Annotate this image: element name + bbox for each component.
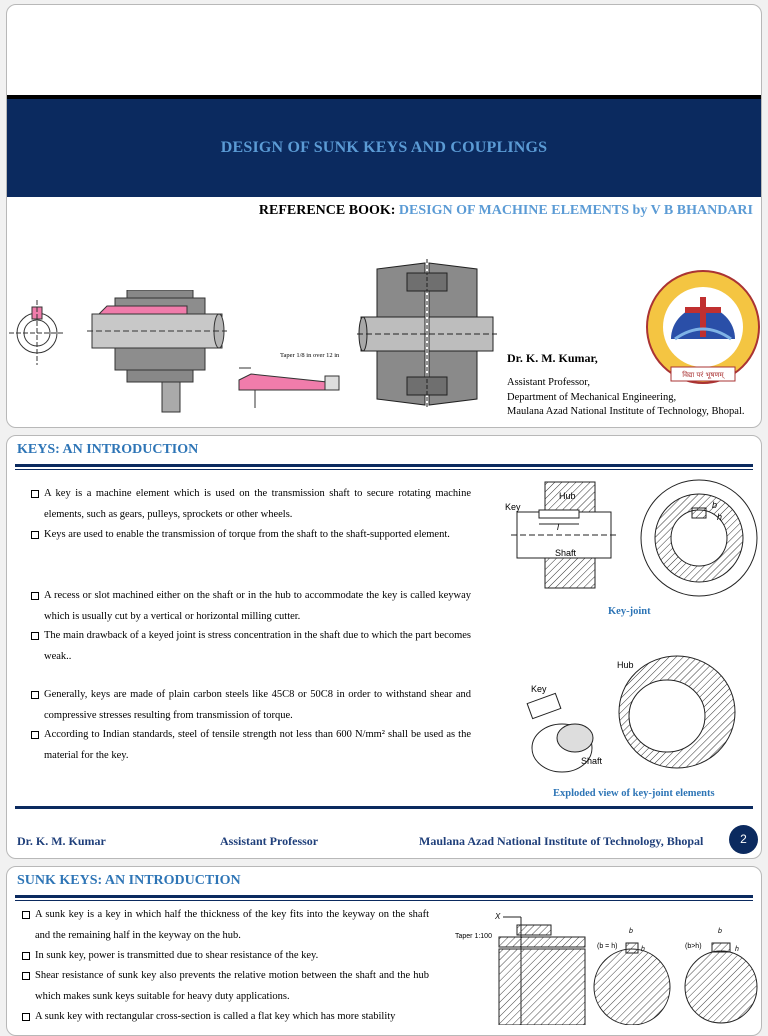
author-name: Dr. K. M. Kumar, xyxy=(507,351,598,365)
bullet-item: A sunk key with rectangular cross-section is called a flat key which has more stability xyxy=(35,1007,429,1028)
author-institute: Maulana Azad National Institute of Technology, Bhopal. xyxy=(507,406,745,417)
author-title: Assistant Professor, xyxy=(507,377,590,388)
taper-key-drawing xyxy=(239,368,339,408)
svg-text:b: b xyxy=(629,928,633,935)
section-heading: SUNK KEYS: AN INTRODUCTION xyxy=(17,873,241,888)
title-band xyxy=(7,95,761,197)
key-joint-caption: Key-joint xyxy=(608,606,651,617)
svg-text:Key: Key xyxy=(505,502,521,512)
svg-text:X: X xyxy=(495,912,501,921)
taper-note: Taper 1/8 in over 12 in xyxy=(280,352,340,359)
svg-text:Taper 1:100: Taper 1:100 xyxy=(455,933,492,940)
page-number: 2 xyxy=(729,825,758,854)
logo-motto: विद्या परं भूषणम् xyxy=(682,371,724,379)
svg-text:h: h xyxy=(641,946,645,953)
svg-text:Shaft: Shaft xyxy=(581,756,603,766)
svg-text:(b = h): (b = h) xyxy=(597,943,618,950)
slide-title: DESIGN OF SUNK KEYS AND COUPLINGS xyxy=(220,139,548,156)
heading-rule-thin xyxy=(15,900,753,901)
bullet-item: According to Indian standards, steel of tensile strength not less than 600 N/mm² shall be used as the material for the key. xyxy=(44,725,471,766)
footer-rule xyxy=(15,806,753,809)
bullet-item: Keys are used to enable the transmission of torque from the shaft to the shaft-supported element. xyxy=(44,525,471,546)
sunk-key-figures xyxy=(441,905,759,1025)
bullet-item: In sunk key, power is transmitted due to shear resistance of the key. xyxy=(35,946,429,967)
svg-text:h: h xyxy=(717,512,723,522)
bullet-item: A key is a machine element which is used on the transmission shaft to secure rotating machine elements, such as gears, pulleys, sprockets or other wheels. xyxy=(44,484,471,525)
exploded-view-caption: Exploded view of key-joint elements xyxy=(553,788,715,799)
svg-text:h: h xyxy=(735,946,739,953)
heading-rule xyxy=(15,464,753,467)
bullet-item: Shear resistance of sunk key also prevents the relative motion between the shaft and the hub which makes sunk keys suitable for heavy duty applications. xyxy=(35,966,429,1007)
sunk-keys-slide xyxy=(6,866,762,1036)
svg-text:b: b xyxy=(718,928,722,935)
svg-text:Hub: Hub xyxy=(559,491,576,501)
footer-institute: Maulana Azad National Institute of Technology, Bhopal xyxy=(419,834,704,848)
exploded-view-figure xyxy=(517,632,747,782)
heading-rule xyxy=(15,895,753,898)
key-joint-figure xyxy=(495,478,759,608)
bullet-item: Generally, keys are made of plain carbon steels like 45C8 or 50C8 in order to withstand shear and compressive stresses resulting from transmission of torque. xyxy=(44,685,471,726)
svg-text:Shaft: Shaft xyxy=(555,548,577,558)
bullet-item: A sunk key is a key in which half the thickness of the key fits into the keyway on the shaft and the remaining half in the keyway on the hub. xyxy=(35,905,429,946)
bullet-item: The main drawback of a keyed joint is stress concentration in the shaft due to which the part becomes weak.. xyxy=(44,626,471,667)
key-drawings xyxy=(7,290,357,420)
svg-text:(b>h): (b>h) xyxy=(685,943,702,950)
section-heading: KEYS: AN INTRODUCTION xyxy=(17,442,199,457)
footer-name: Dr. K. M. Kumar xyxy=(17,834,106,848)
coupling-drawing xyxy=(357,259,497,409)
keys-introduction-slide xyxy=(6,435,762,859)
author-department: Department of Mechanical Engineering, xyxy=(507,392,677,403)
heading-rule-thin xyxy=(15,469,753,470)
shaft-cross-section xyxy=(9,300,65,365)
svg-text:l: l xyxy=(557,522,559,532)
institute-logo xyxy=(645,267,761,389)
reference-title: DESIGN OF MACHINE ELEMENTS by V B BHANDARI xyxy=(398,203,753,218)
svg-text:Key: Key xyxy=(531,684,547,694)
svg-text:Hub: Hub xyxy=(617,660,634,670)
reference-book xyxy=(259,203,753,219)
title-slide xyxy=(6,4,762,428)
svg-text:b: b xyxy=(712,500,718,510)
reference-label: REFERENCE BOOK: xyxy=(258,203,396,218)
footer-role: Assistant Professor xyxy=(220,834,319,848)
keyed-shaft-assembly xyxy=(87,290,227,412)
bullet-item: A recess or slot machined either on the shaft or in the hub to accommodate the key is called keyway which is usually cut by a vertical or horizontal milling cutter. xyxy=(44,586,471,627)
